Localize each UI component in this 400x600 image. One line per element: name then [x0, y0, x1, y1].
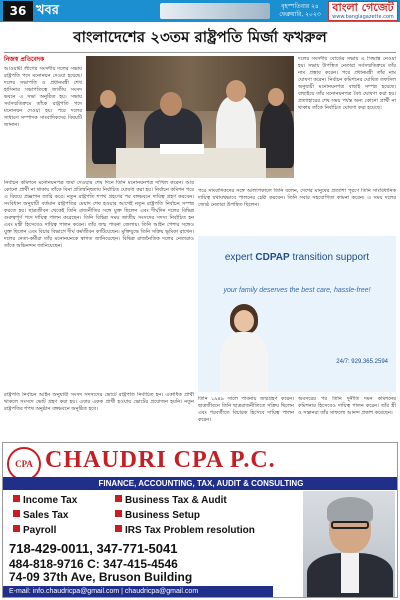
brand-url: www.banglagazette.com — [332, 14, 394, 20]
service-item — [115, 510, 200, 522]
article-column-main: নির্বাচন কমিশনে মনোনয়নপত্র জমা দেওয়ার শেষ দিনে তিনি মনোনয়নপত্র দাখিল করেন। আর কোনো প্রার্থী না থাকায় তাঁকে বিনা প্রতিদ্বন্দ্বিতায় নির্বাচিত ঘোষণা করা হয়। নির্বাচন কমিশন পরে এ বিষয়ে প্রজ্ঞাপন জারি করে। নতুন রাষ্ট্রপতি শপথ গ্রহণের পর বঙ্গভবনে দায়িত্ব গ্রহণ করবেন। সংবিধান অনুযায়ী বর্তমান রাষ্ট্রপতির মেয়াদ শেষ হওয়ার আগেই নতুন রাষ্ট্রপতি নির্বাচন সম্পন্ন করতে হয়। ছাত্রজীবন থেকেই তিনি রাজনীতির সঙ্গে যুক্ত ছিলেন এবং দীর্ঘদিন দলের বিভিন্ন গুরুত্বপূর্ণ পদে দায়িত্ব পালন করেছেন। তিনি বিভিন্ন সময় জাতীয় সংসদের সদস্য নির্বাচিত হন এবং মন্ত্রী হিসেবেও দায়িত্ব পালন করেন। তাঁর জন্ম পাবনা জেলায়। তিনি আইন পেশার সঙ্গেও যুক্ত ছিলেন এবং বিচার বিভাগে দীর্ঘ কর্মজীবন কাটিয়েছেন। মুক্তিযুদ্ধে তিনি সক্রিয় ভূমিকা রাখেন। দলের নেতা-কর্মীরা তাঁর মনোনয়নকে স্বাগত জানিয়েছেন। বিভিন্ন রাজনৈতিক দলের নেতারাও তাঁকে অভিনন্দন জানিয়েছেন। — [4, 180, 194, 249]
top-bar — [0, 0, 400, 22]
service-item — [115, 495, 227, 507]
bullet-square-icon — [13, 525, 20, 532]
service-label: IRS Tax Problem resolution — [125, 525, 255, 536]
article-column-bottom-left: রাষ্ট্রপতি নির্বাচন আইন অনুযায়ী সংসদ সদস্যদের ভোটে রাষ্ট্রপতি নির্বাচিত হন। একাধিক প্রার্থী থাকলে সংসদে ভোট গ্রহণ করা হয়। এবার একক প্রার্থী হওয়ায় ভোটের প্রয়োজন হয়নি। নতুন রাষ্ট্রপতির শপথ অনুষ্ঠান বঙ্গভবনে অনুষ্ঠিত হবে। — [4, 392, 194, 412]
photo-head-left — [100, 90, 116, 108]
cpa-phone-numbers — [9, 541, 177, 556]
cpa-firm-name: CHAUDRI CPA P.C. — [45, 447, 276, 473]
issue-date: বৃহস্পতিবার ২৪ ফেব্রুয়ারি, ২০২৩ — [279, 3, 321, 18]
cdpap-advertisement[interactable] — [198, 236, 396, 392]
service-label: Business Tax & Audit — [125, 495, 227, 506]
cpa-person-glasses — [331, 521, 369, 529]
cpa-address — [9, 571, 192, 584]
service-item — [13, 525, 56, 537]
cpa-advertisement[interactable] — [2, 442, 398, 598]
cpa-person-hair — [327, 497, 373, 523]
ad-caregiver-photo — [212, 300, 276, 390]
service-label: Business Setup — [125, 510, 201, 521]
cpa-email[interactable]: E-mail: info.chaudricpa@gmail.com | chaudricpa@gmail.com — [3, 586, 273, 598]
ad-headline — [198, 252, 396, 264]
cpa-person-shirt — [341, 553, 359, 593]
article-column-middle: পরে সাংবাদিকদের সঙ্গে আলাপকালে তিনি বলেন, দেশের মানুষের প্রত্যাশা পূরণে তিনি সাংবিধানিক দায়িত্ব যথাযথভাবে পালনের চেষ্টা করবেন। তিনি সবার সহযোগিতা কামনা করেন। এ সময় দলের জ্যেষ্ঠ নেতারা উপস্থিত ছিলেন। — [198, 188, 396, 208]
bullet-square-icon — [13, 495, 20, 502]
service-item — [115, 525, 255, 537]
page-headline: বাংলাদেশের ২৩তম রাষ্ট্রপতি মির্জা ফখরুল — [73, 28, 327, 46]
headline-divider — [4, 52, 396, 53]
bullet-square-icon — [13, 510, 20, 517]
bullet-square-icon — [115, 510, 122, 517]
ad-caregiver-face — [234, 310, 254, 332]
service-label: Income Tax — [23, 495, 78, 506]
page-number: 36 — [3, 1, 33, 21]
bullet-square-icon — [115, 525, 122, 532]
bullet-square-icon — [115, 495, 122, 502]
ad-subtitle: your family deserves the best care, hassle-free! — [223, 287, 371, 294]
cpa-address-line1: 74-09 37th Ave, Bruson Building — [9, 570, 193, 584]
cpa-phones-line2: 484-818-9716 C: 347-415-4546 — [9, 557, 178, 571]
ad-phone: 24/7: 929.365.2594 — [336, 359, 388, 365]
ad-headline-bold: CDPAP — [255, 252, 290, 263]
photo-head-center — [160, 92, 182, 116]
service-label: Sales Tax — [23, 510, 69, 521]
cpa-logo-letters: CPA — [15, 459, 33, 469]
photo-document — [160, 144, 204, 154]
article-column-bottom-right: অবসরের পর তিনি দুর্নীতি দমন কমিশনের কমিশনার হিসেবেও দায়িত্ব পালন করেন। তাঁর স্ত্রী ও সন্তানরা তাঁর সাফল্যে আনন্দ প্রকাশ করেছেন। — [298, 396, 396, 416]
top-banner — [160, 3, 270, 19]
photo-background — [86, 56, 294, 111]
cpa-tagline: FINANCE, ACCOUNTING, TAX, AUDIT & CONSULTING — [3, 477, 398, 490]
article-column-bottom-middle: তিনি ১৯৪৯ সালে পাবনায় জন্মগ্রহণ করেন। ছাত্রজীবনে তিনি ছাত্ররাজনীতিতে সক্রিয় ছিলেন এবং পরবর্তীতে বিচারক হিসেবে দায়িত্ব পালন করেন। — [198, 396, 294, 423]
ad-headline-prefix: expert — [224, 252, 256, 263]
article-column-right: দলের সংসদীয় বোর্ডের সভায় এ সিদ্ধান্ত নেওয়া হয়। সভায় উপস্থিত নেতারা সর্বসম্মতিক্রমে তাঁর নাম প্রস্তাব করেন। পরে প্রধানমন্ত্রী তাঁর নাম ঘোষণা করেন। নির্বাচন কমিশনের ঘোষিত তফসিল অনুযায়ী মনোনয়নপত্র বাছাই সম্পন্ন হয়েছে। বাছাইয়ে তাঁর মনোনয়নপত্র বৈধ ঘোষণা করা হয়। প্রত্যাহারের শেষ সময় পর্যন্ত অন্য কোনো প্রার্থী না থাকায় তাঁকে নির্বাচিত ঘোষণা করা হয়েছে। — [298, 56, 396, 111]
ad-headline-suffix: transition support — [289, 252, 370, 263]
cpa-phones-line1: 718-429-0011, 347-771-5041 — [9, 541, 178, 556]
section-name: খবর — [36, 3, 59, 18]
article-photo — [86, 56, 294, 178]
service-item — [13, 495, 77, 507]
photo-head-right — [226, 80, 246, 102]
article-column-left: আওয়ামী লীগের সংসদীয় দলের সভায় রাষ্ট্রপতি পদে মনোনয়ন দেওয়া হয়েছে। দলের সভাপতি ও প্রধানমন্ত্রী শেখ হাসিনার সভাপতিত্বে জাতীয় সংসদ ভবনে এ সভা অনুষ্ঠিত হয়। সভায় সর্বসম্মতিক্রমে তাঁকে রাষ্ট্রপতি পদে মনোনয়ন দেওয়া হয়। পরে দলের সাধারণ সম্পাদক সাংবাদিকদের বিষয়টি জানান। — [4, 66, 82, 128]
cpa-logo-icon — [7, 447, 41, 481]
ad-caregiver-body — [220, 332, 268, 392]
cpa-person-photo — [303, 491, 395, 597]
brand-name: বাংলা গেজেট — [332, 1, 394, 14]
service-item — [13, 510, 68, 522]
photo-head-far-right — [268, 88, 284, 106]
service-label: Payroll — [23, 525, 57, 536]
brand-logo — [328, 1, 398, 21]
article-byline: নিজস্ব প্রতিবেদক — [4, 56, 45, 63]
